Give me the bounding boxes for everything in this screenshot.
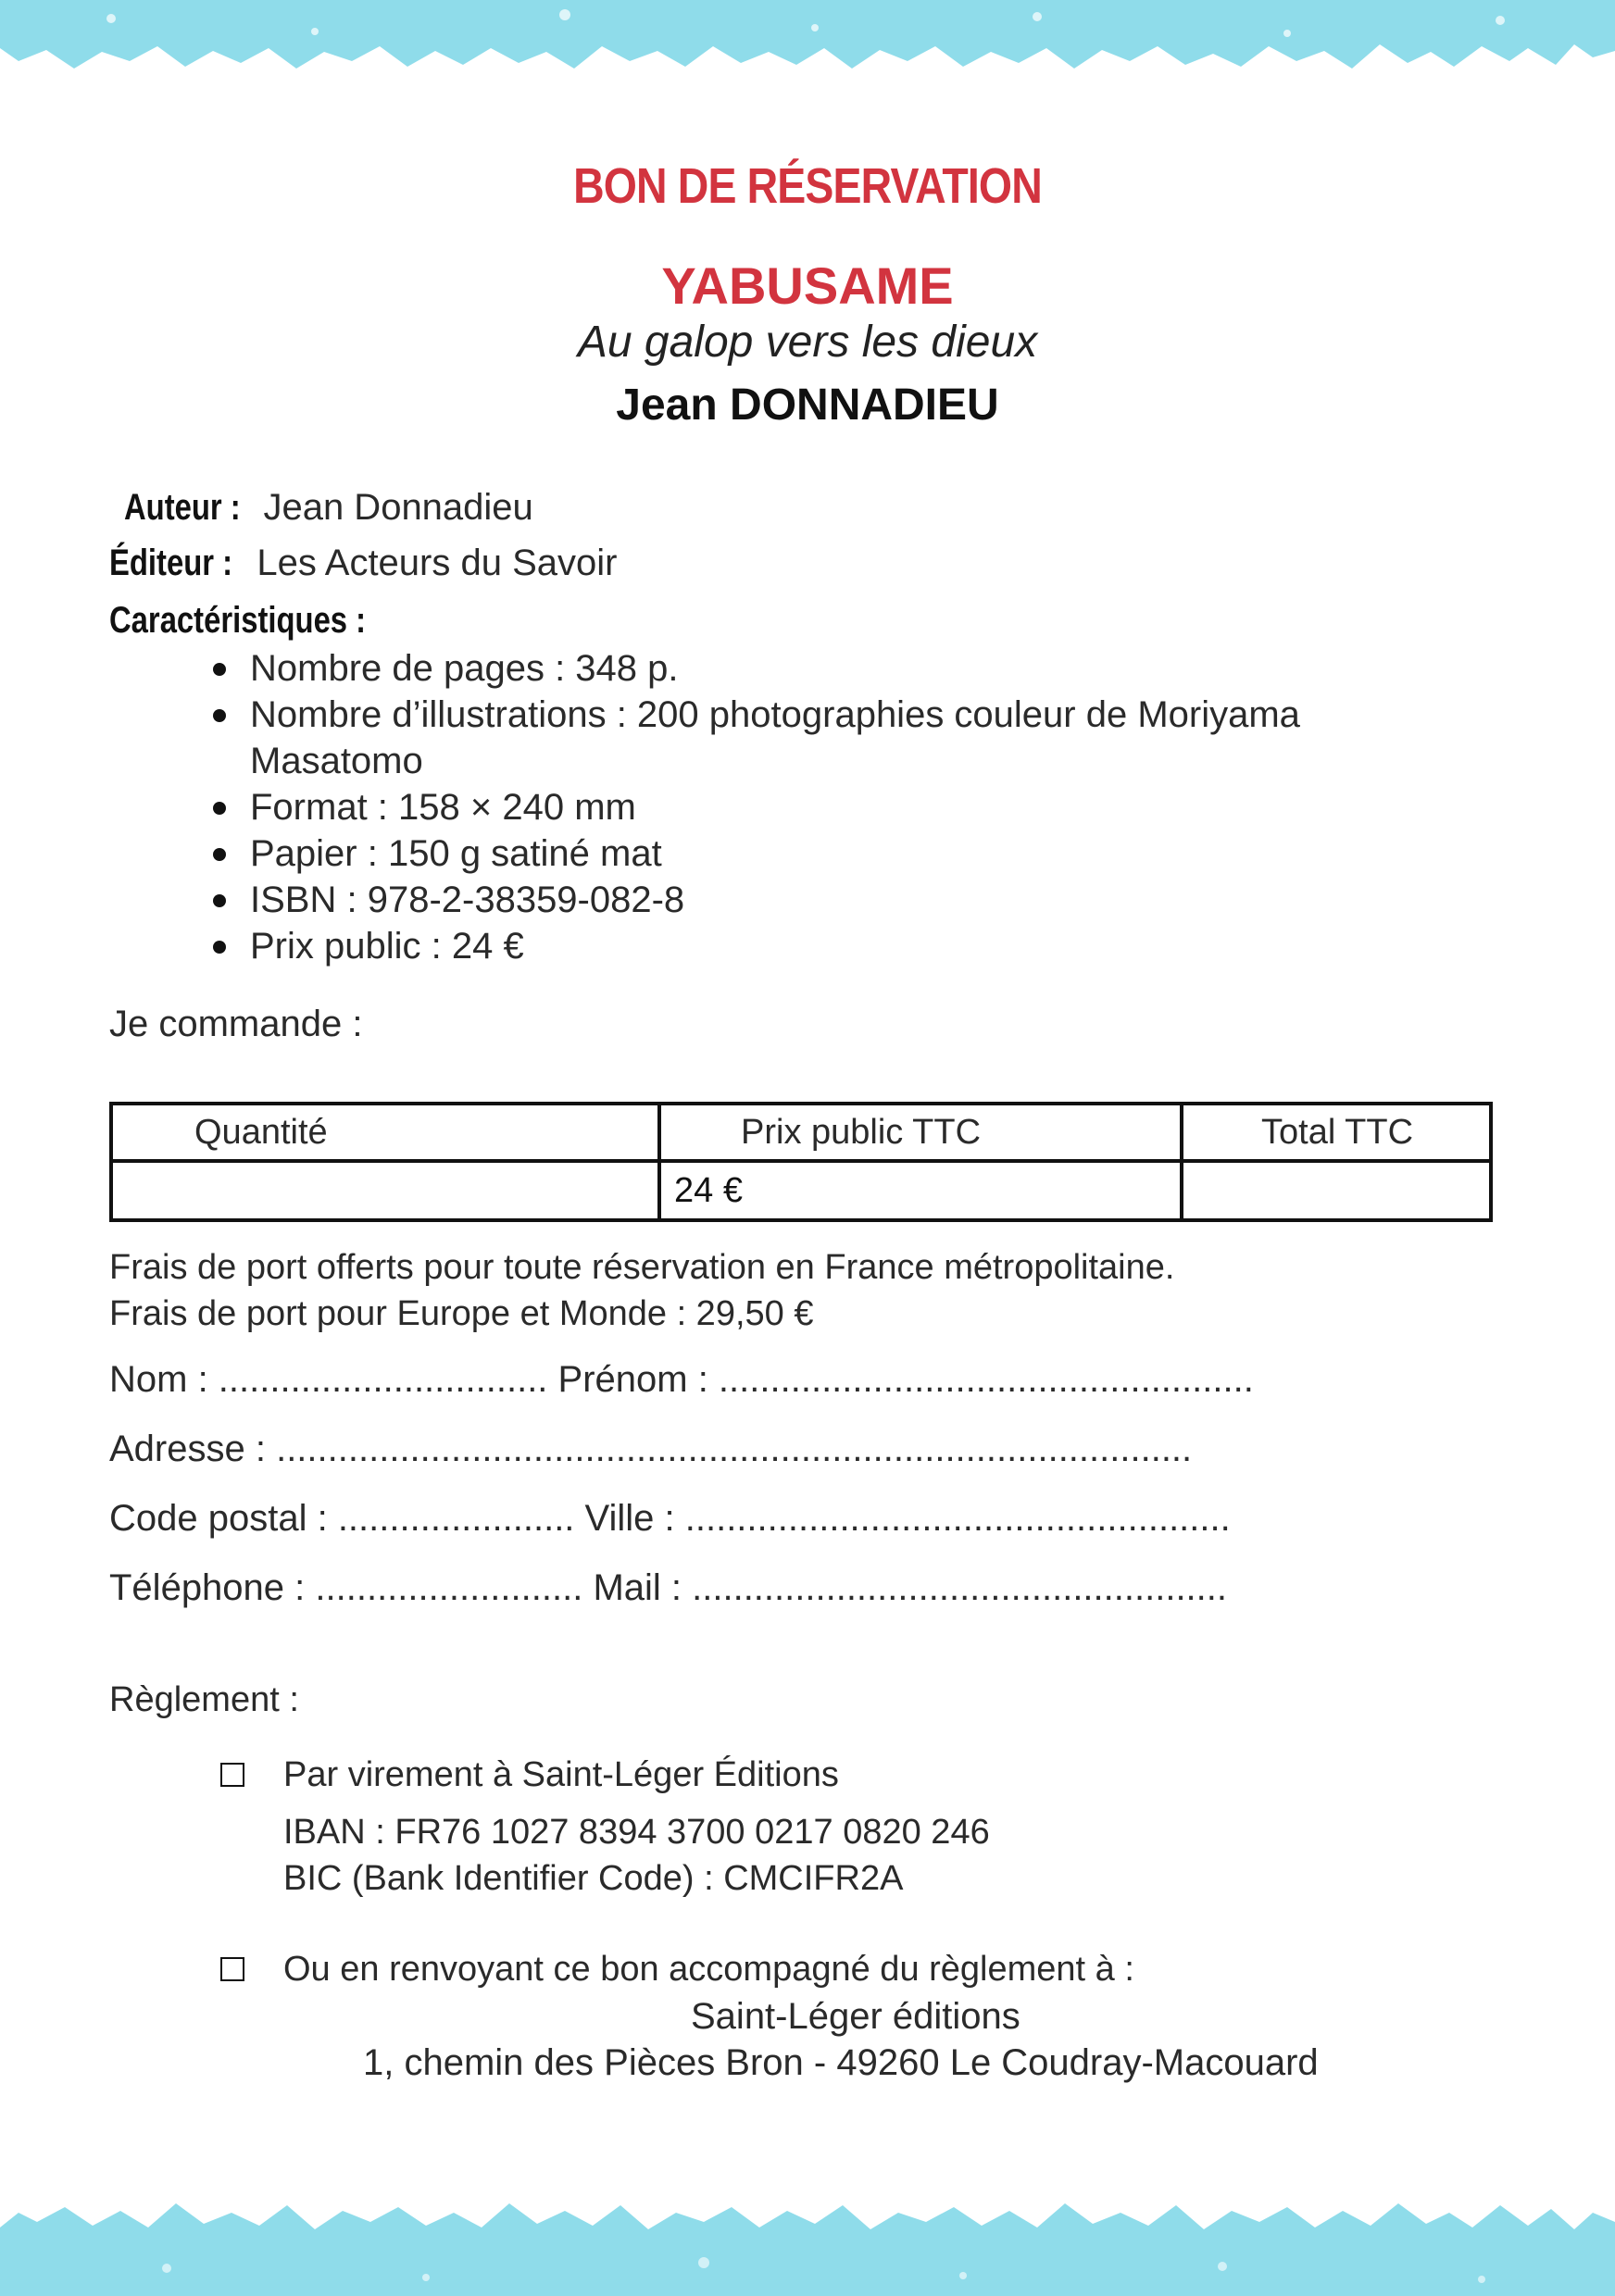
table-header-row: [111, 1104, 1491, 1161]
total-cell[interactable]: [1182, 1161, 1491, 1220]
spec-illustrations: Nombre d’illustrations : 200 photographies couleur de Moriyama: [250, 694, 1300, 735]
shipping-international-note: Frais de port pour Europe et Monde : 29,50 €: [109, 1294, 814, 1333]
column-header-quantity: Quantité: [111, 1104, 659, 1161]
table-row: [111, 1161, 1491, 1220]
spec-isbn: ISBN : 978-2-38359-082-8: [250, 880, 685, 920]
spec-price: Prix public : 24 €: [250, 926, 524, 967]
iban-text: IBAN : FR76 1027 8394 3700 0217 0820 246: [283, 1813, 990, 1852]
phone-mail-field-line[interactable]: Téléphone : .......................... Mail : ....................................................: [109, 1567, 1228, 1608]
publisher-value: Les Acteurs du Savoir: [257, 543, 618, 583]
transfer-checkbox[interactable]: [220, 1763, 244, 1787]
spec-format: Format : 158 × 240 mm: [250, 787, 636, 828]
publisher-label: Éditeur :: [109, 543, 233, 583]
author-label: Auteur :: [124, 487, 241, 528]
book-subtitle: Au galop vers les dieux: [577, 318, 1038, 367]
publisher-address-name: Saint-Léger éditions: [691, 1996, 1020, 2037]
bic-text: BIC (Bank Identifier Code) : CMCIFR2A: [283, 1859, 904, 1898]
bullet-icon: [213, 802, 226, 815]
spec-paper: Papier : 150 g satiné mat: [250, 833, 662, 874]
list-item: [213, 692, 1300, 738]
bullet-icon: [213, 894, 226, 907]
form-title: BON DE RÉSERVATION: [573, 158, 1042, 214]
bullet-icon: [213, 848, 226, 861]
list-item: [213, 830, 1300, 877]
shipping-free-note: Frais de port offerts pour toute réservation en France métropolitaine.: [109, 1248, 1175, 1287]
book-title: YABUSAME: [661, 256, 954, 315]
mail-checkbox[interactable]: [220, 1957, 244, 1981]
column-header-unit-price: Prix public TTC: [659, 1104, 1182, 1161]
column-header-total: Total TTC: [1182, 1104, 1491, 1161]
address-field-line[interactable]: Adresse : .........................................................................................: [109, 1429, 1193, 1469]
order-intro: Je commande :: [109, 1004, 363, 1044]
author-value: Jean Donnadieu: [263, 487, 533, 528]
list-item: [213, 784, 1300, 830]
bottom-decorative-band: [0, 2185, 1615, 2296]
publisher-address-street: 1, chemin des Pièces Bron - 49260 Le Coudray-Macouard: [363, 2042, 1319, 2083]
bullet-icon: [213, 941, 226, 954]
top-decorative-band: [0, 0, 1615, 102]
name-field-line[interactable]: Nom : ................................ Prénom : ....................................................: [109, 1359, 1254, 1400]
list-item: [213, 877, 1300, 923]
author-row: [124, 487, 533, 529]
mail-option-label: Ou en renvoyant ce bon accompagné du règlement à :: [283, 1950, 1134, 1989]
list-item: [213, 923, 1300, 969]
quantity-cell[interactable]: [111, 1161, 659, 1220]
bullet-icon: [213, 709, 226, 722]
spec-illustrations-continued: Masatomo: [250, 741, 423, 781]
unit-price-cell: 24 €: [659, 1161, 1182, 1220]
list-item: [213, 645, 1300, 692]
order-table: [109, 1102, 1493, 1222]
book-author: Jean DONNADIEU: [616, 381, 999, 430]
specs-label: Caractéristiques :: [109, 600, 367, 641]
payment-label: Règlement :: [109, 1680, 299, 1719]
list-item: [213, 738, 1300, 784]
specs-list: [213, 645, 1300, 969]
publisher-row: [109, 543, 617, 584]
specs-heading: [109, 600, 409, 642]
spec-pages: Nombre de pages : 348 p.: [250, 648, 679, 689]
postal-city-field-line[interactable]: Code postal : ....................... Ville : .....................................................: [109, 1498, 1231, 1539]
bullet-icon: [213, 663, 226, 676]
transfer-option-label: Par virement à Saint-Léger Éditions: [283, 1755, 839, 1794]
